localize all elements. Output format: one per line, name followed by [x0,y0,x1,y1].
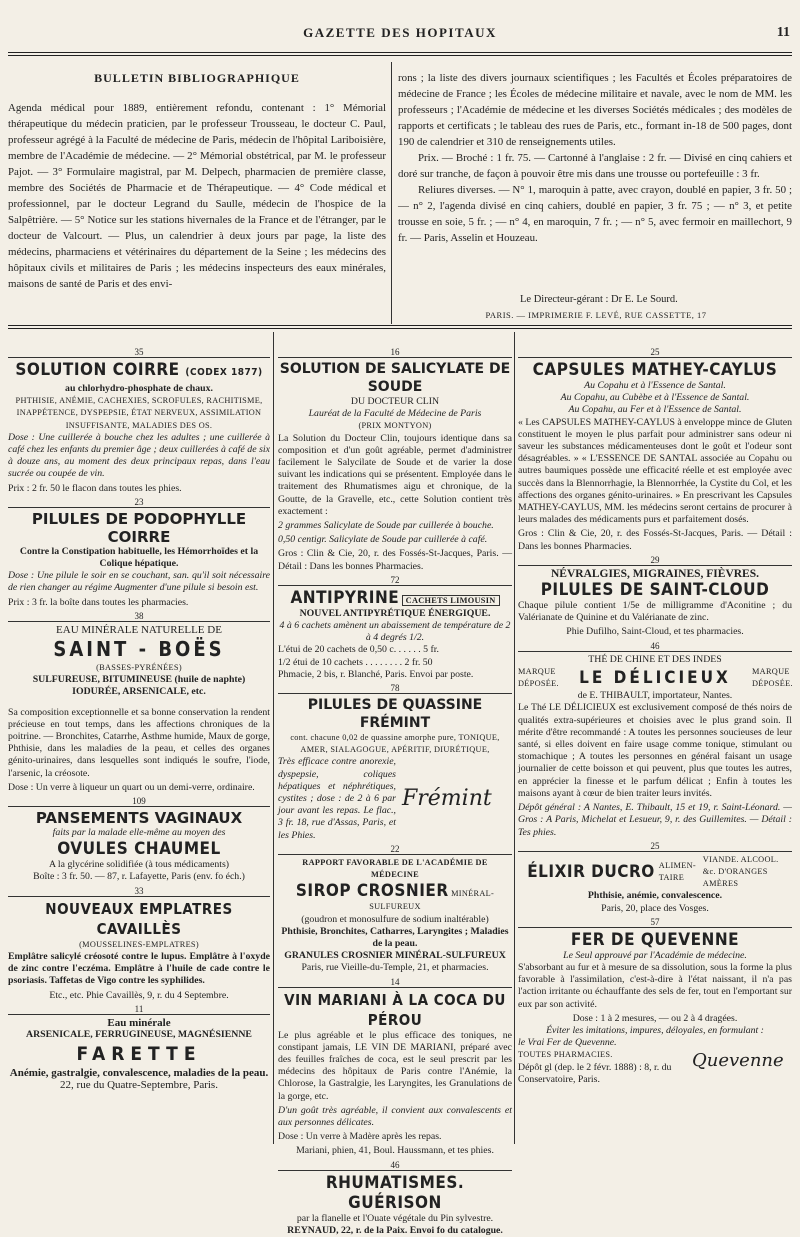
ad-title: PILULES DE PODOPHYLLE COIRRE [31,509,247,546]
ad-subtitle: Contre la Constipation habituelle, les Hémorrhoïdes et la Colique hépatique. [19,545,259,570]
ad-title: FARETTE [76,1043,202,1066]
ad-text: D'un goût très agréable, il convient aux convalescents et aux personnes délicates. [278,1104,512,1128]
bulletin-left [8,70,386,292]
ad-pretitle: EAU MINÉRALE NATURELLE DE [56,623,222,636]
ad-subtitle: (MOUSSELINES-EMPLATRES) [79,939,199,949]
ad-title: RHUMATISMES. GUÉRISON [325,1172,465,1213]
ad-number: 46 [278,1160,512,1171]
ad-title: LE DÉLICIEUX [579,668,731,689]
agenda-text-cont: rons ; la liste des divers journaux scientifiques ; les Facultés et Écoles préparatoires de médecine de France ; les Écoles de médecine militaire et navale, avec le nom de MM. les professeurs ; l'Académie de médecine et les diverses Sociétés médicales ; des modèles de rapports et certificats ; le tableau des rues de Paris, etc., formant in-18 de 500 pages, dont 190 de calendrier et 310 de renseignements utiles. [398,72,792,148]
ad-text: 4 à 6 cachets amènent un abaissement de température de 2 à 4 degrés 1/2. [279,620,511,644]
ad-text: La Solution du Docteur Clin, toujours identique dans sa composition et d'un goût agréable, permet d'administrer facilement le Salycilate de Soude et de varier la dose suivant les indications qui se présentent. Employée dans le traitement des Rhumatismes aigu et chronique, de la Goutte, de la Gravelle, etc., cette Solution contient très exactement : [278,432,512,517]
ad-subtitle: Au Copahu et à l'Essence de Santal. [584,380,726,391]
ad-indications: PHTHISIE, ANÉMIE, CACHEXIES, SCROFULES, RACHITISME, INAPPÉTENCE, DYSPEPSIE, ÉTAT NERVEUX, ASSIMILATION INSUFFISANTE, MALADIES DES OS. [15,396,263,430]
ad-number: 16 [278,347,512,358]
ad-title: NOUVEAUX EMPLATRES CAVAILLÈS [45,899,233,938]
ad-dose: Dose : 1 à 2 mesures, — ou 2 à 4 dragées. [572,1012,738,1024]
ad-address: Etc., etc. Phie Cavaillès, 9, r. du 4 Septembre. [49,989,229,1001]
page-header [0,25,800,47]
ad-indications: Phthisie, Bronchites, Catharres, Laryngites ; Maladies de la peau. [281,925,509,949]
ad-title: ANTIPYRINE [290,587,400,608]
ad-price: Prix : 2 fr. 50 le flacon dans toutes les phies. [8,482,182,494]
ad-dose: Dose : Un verre à liqueur un quart ou un demi-verre, ordinaire. [8,781,255,793]
ad-region: (BASSES-PYRÉNÉES) [96,663,182,673]
ad-text: Emplâtre salicylé créosoté contre le lupus. Emplâtre à l'oxyde de zinc contre l'eczéma. Emplâtre à l'huile de cade contre le psoriasis. Taffetas de Vigo contre les syphilides. [8,950,270,987]
ad-dose: Dose : Une pilule le soir en se couchant, san. qu'il soit nécessaire de rien changer au régime Augmenter d'une pilule si besoin est. [8,570,270,594]
ad-address: Boîte : 3 fr. 50. — 87, r. Lafayette, Paris (env. fo éch.) [33,871,245,883]
ad-body [278,756,512,841]
ad-title: VIN MARIANI À LA COCA DU PÉROU [284,990,506,1029]
ad-number: 25 [518,841,792,852]
agenda-price: Prix. — Broché : 1 fr. 75. — Cartonné à l'anglaise : 2 fr. — Divisé en cinq cahiers et doré sur tranche, de façon à pouvoir être mis dans une trousse ou portefeuille : 3 fr. [398,152,792,180]
imprint: PARIS. — IMPRIMERIE F. LEVÉ, RUE CASSETTE, 17 [485,310,707,320]
ad-text: Sa composition exceptionnelle et sa bonne conservation la rendent précieuse en tout temps, dans les affections chroniques de la poitrine. — Bronchites, Catarrhe, Asthme humide, Maux de gorge, Phthisie, dans les maladies de la peau, et celles des organes génito-urinaires, dans lesquelles sont indiqués le soufre, l'iode, l'arsenic, la créosote. [8,706,270,779]
ad-number: 109 [8,796,270,807]
ad-number: 22 [278,844,512,855]
ad-subtitle: DU DOCTEUR CLIN [350,396,440,407]
ad-subproduct: GRANULES CROSNIER MINÉRAL-SULFUREUX [284,950,506,962]
ad-address: Dépôt général : A Nantes, E. Thibault, 15 et 19, r. Saint-Léonard. — Gros : A Paris, Michelat et Lesueur, 9, r. des Guillemites. — Détail : Tes phies. [518,802,792,838]
ad-text: Très efficace contre anorexie, dyspepsie, coliques hépatiques et néphrétiques, cystites ; dose : de 2 à 6 par jour avant les repas. Le flac., 3 fr. 18, rue d'Assas, Paris, et les Phies. [278,756,396,841]
ad-tag: ALIMEN-TAIRE [658,860,696,882]
ad-column-3 [518,345,792,1086]
trademark-right: MARQUE DÉPOSÉE. [751,666,793,689]
ad-text: S'absorbant au fur et à mesure de sa dissolution, sous la forme la plus favorable à l'assimilation, c'est-à-dire à l'état naissant, il n'a pas l'action irritante ou échauffante des sels de fer, tout en l'emportant sur eux par son activité. [518,961,792,1010]
ad-address: REYNAUD, 22, r. de la Paix. Envoi fo du catalogue. [287,1224,503,1236]
ad-address: Paris, 20, place des Vosges. [601,902,709,914]
ad-pharmacies: TOUTES PHARMACIES. [518,1050,613,1060]
ad-subtitle: NOUVEL ANTIPYRÉTIQUE ÉNERGIQUE. [299,607,491,619]
ad-subtitle: faits par la malade elle-même au moyen des [52,827,226,839]
signature-logo: Frémint [402,786,492,812]
ad-subtitle: Au Copahu, au Fer et à l'Essence de Santal. [568,404,742,416]
ad-price: Prix : 3 fr. la boîte dans toutes les pharmacies. [8,596,189,608]
ad-number: 14 [278,977,512,988]
ad-number: 78 [278,683,512,694]
ad-warning: Éviter les imitations, impures, déloyales, en formulant : [546,1024,764,1036]
ad-dose: 2 grammes Salicylate de Soude par cuillerée à bouche. [278,520,494,532]
ad-number: 72 [278,575,512,586]
ad-subtitle: Au Copahu, au Cubèbe et à l'Essence de Santal. [560,392,750,404]
section-rule [8,325,792,329]
agenda-text: Agenda médical pour 1889, entièrement refondu, contenant : 1° Mémorial thérapeutique du médecin praticien, par le professeur Trousseau, le docteur C. Paul, professeur agrégé à la Faculté de médecine de Paris, médecin de l'hôpital Lariboisière, membre de l'Académie de médecine. — 2° Mémorial obstétrical, par M. le professeur Pajot. — 3° Formulaire magistral, par M. Delpech, pharmacien de première classe, membre des Sociétés de Pharmacie et de Thérapeutique. — 4° Code médical et professionnel, par le docteur Legrand du Saulle, médecin de l'hospice de la Salpêtrière. — 5° Notice sur les stations hivernales de la France et de l'étranger, par le docteur de Valcourt. — Plus, un calendrier à deux jours par page, la liste des médecins, pharmaciens et vétérinaires du département de la Seine ; les médecins des hôpitaux civils et militaires de Paris ; les médecins inspecteurs des eaux minérales, maisons de santé de Paris et des envi- [8,102,386,290]
ad-dose: Dose : Un verre à Madère après les repas. [278,1131,442,1143]
ad-text: Anémie, gastralgie, convalescence, maladies de la peau. [9,1067,269,1080]
ad-laureat: Lauréat de la Faculté de Médecine de Paris [308,408,482,420]
ad-title-row [518,854,792,891]
ad-tag: MINÉRAL-SULFUREUX [369,889,495,912]
ad-number: 46 [518,641,792,652]
ad-title: PILULES DE SAINT-CLOUD [540,580,770,601]
ad-title-row [518,666,792,690]
ad-header: RAPPORT FAVORABLE DE L'ACADÉMIE DE MÉDECINE [302,857,488,880]
ad-divider-1 [273,332,274,1144]
ad-body [518,1037,792,1086]
ad-pretitle: Eau minérale [107,1016,171,1029]
ad-number: 57 [518,917,792,928]
column-divider [391,62,392,324]
ad-tag: CACHETS LIMOUSIN [402,595,500,606]
ad-address: Gros : Clin & Cie, 20, r. des Fossés-St-Jacques, Paris. — Détail : Dans les bonnes Pharmacies. [518,528,792,552]
ad-address: Phie Dufilho, Saint-Cloud, et tes pharmacies. [566,626,744,638]
ad-subtitle: Le Seul approuvé par l'Académie de médecine. [563,949,747,961]
ad-header: NÉVRALGIES, MIGRAINES, FIÈVRES. [551,567,759,580]
ad-title: ÉLIXIR DUCRO [527,862,655,882]
ad-text: (goudron et monosulfure de sodium inaltérable) [301,913,489,925]
ad-text: Chaque pilule contient 1/5e de milligramme d'Aconitine ; du Valérianate de Quinine et du Valérianate de zinc. [518,600,792,624]
ad-number: 38 [8,611,270,622]
ad-address: Paris, rue Vieille-du-Temple, 21, et pharmacies. [301,962,489,974]
ad-subtitle: au chlorhydro-phosphate de chaux. [65,383,213,394]
ad-dose: 0,50 centigr. Salicylate de Soude par cuillerée à café. [278,534,488,546]
ad-price: L'étui de 20 cachets de 0,50 c. . . . . . 5 fr. [278,644,439,656]
ad-subtitle: ARSENICALE, FERRUGINEUSE, MAGNÉSIENNE [26,1028,252,1040]
ad-product: OVULES CHAUMEL [57,839,221,860]
bulletin-title: BULLETIN BIBLIOGRAPHIQUE [94,71,300,85]
ad-title: PANSEMENTS VAGINAUX [35,809,243,828]
ad-address: Mariani, phien, 41, Boul. Haussmann, et tes phies. [296,1145,494,1157]
ad-address: Dépôt gl (dep. le 2 févr. 1888) : 8, r. du Conservatoire, Paris. [518,1061,672,1085]
ad-number: 29 [518,555,792,566]
ad-text: cont. chacune 0,02 de quassine amorphe pure, TONIQUE, AMER, SIALAGOGUE, APÉRITIF, DIURÉTIQUE, [290,733,500,755]
ad-formula-block [518,1037,686,1086]
page-number: 11 [776,25,790,40]
ad-number: 35 [8,347,270,358]
ad-text: Le plus agréable et le plus efficace des toniques, ne constipant jamais, LE VIN DE MARIANI, préparé avec des feuilles fraîches de coca, est le seul prescrit par les médecins des hôpitaux de Paris contre l'Anémie, la Chlorose, la Gastralgie, les Laryngites, les Granulations de la gorge, etc. [278,1029,512,1102]
ad-address: Gros : Clin & Cie, 20, r. des Fossés-St-Jacques, Paris. — Détail : Dans les bonnes Pharmacies. [278,548,512,572]
ad-title: SAINT - BOËS [53,637,225,662]
ad-formula: le Vrai Fer de Quevenne. [518,1037,617,1049]
ad-address: Phmacie, 2 bis, r. Blanché, Paris. Envoi par poste. [278,668,474,680]
trademark-left: MARQUE DÉPOSÉE. [518,666,559,689]
ad-number: 23 [8,497,270,508]
ad-title: SIROP CROSNIER [295,881,449,902]
ad-number: 25 [518,347,792,358]
ad-title: SOLUTION COIRRE (CODEX 1877) [15,360,263,380]
ad-address: 22, rue du Quatre-Septembre, Paris. [60,1079,218,1092]
ad-prize: (PRIX MONTYON) [358,421,432,431]
ad-column-2 [278,345,512,1237]
ad-dose: Dose : Une cuillerée à bouche chez les adultes ; une cuillerée à café chez les enfants du premier âge ; deux cuillerées à café de six à douze ans, au moment des deux principaux repas, dans l'eau sucrée ou coupée de vin. [8,431,270,480]
agenda-bindings: Reliures diverses. — N° 1, maroquin à patte, avec crayon, doublé en papier, 3 fr. 50 ; — n° 2, l'agenda divisé en cinq cahiers, doublé en papier, 3 fr. 75 ; — n° 3, et petite trousse en soie, 5 fr. ; — n° 4, en maroquin, 7 fr. ; — n° 5, avec fermoir en maillechort, 9 fr. — Paris, Asselin et Houzeau. [398,184,792,244]
ad-title: CAPSULES MATHEY-CAYLUS [532,360,778,380]
ad-text: par la flanelle et l'Ouate végétale du Pin sylvestre. [296,1212,494,1224]
header-rule [8,52,792,56]
ad-number: 33 [8,886,270,897]
ad-text: Le Thé LE DÉLICIEUX est exclusivement composé de thés noirs de qualités extra-supérieures et choisies avec le plus grand soin. Il mérite d'être recommandé : A toutes les personnes soucieuses de leur santé, si elles doivent en faire usage comme tonique, stimulant ou stomachique ; A toutes les personnes en général faisant un usage journalier de cette boisson et qui peuvent, plus que toutes les autres, en apprécier la finesse et le parfum délicat ; Enfin à toutes les maisons ayant à cœur de bien traiter leurs invités. [518,702,792,799]
ad-text: A la glycérine solidifiée (à tous médicaments) [48,859,230,871]
director-signature: Le Directeur-gérant : Dr E. Le Sourd. [520,294,678,305]
ad-title: FER DE QUEVENNE [570,929,740,950]
ad-column-1 [8,345,270,1092]
ad-tag: VIANDE. ALCOOL. &c. D'ORANGES AMÈRES [702,854,779,889]
ad-header: THÉ DE CHINE ET DES INDES [588,653,722,665]
ad-title: SOLUTION DE SALICYLATE DE SOUDE [279,361,511,395]
ad-price: 1/2 étui de 10 cachets . . . . . . . . 2 fr. 50 [278,656,433,668]
signature-logo: Quevenne [692,1050,784,1072]
ad-subtitle: Phthisie, anémie, convalescence. [587,890,723,902]
ad-number: 11 [8,1004,270,1015]
ad-importer: de E. THIBAULT, importateur, Nantes. [577,690,733,702]
ad-title-row [278,881,512,913]
ad-title: PILULES DE QUASSINE FRÉMINT [307,697,483,732]
ad-text: « Les CAPSULES MATHEY-CAYLUS à enveloppe mince de Gluten constituent le moyen le plus parfait pour administrer sans odeur ni saveur les substances médicamenteuses dont le goût et l'odeur sont désagréables. » « L'ESSENCE DE SANTAL associée au Copahu ou autres baumiques possède une efficacité réelle et est employée avec succès dans la Blennorrhagie, la Blennorrhée, la Cystite du Col, et les affections des organes génito-urinaires. » En prescrivant les Capsules MATHEY-CAYLUS, MM. les médecins seront certains de procurer à leurs malades des médicaments purs et parfaitement dosés. [518,416,792,526]
journal-title: GAZETTE DES HOPITAUX [303,25,497,40]
bulletin-right [398,70,792,246]
ad-title-row [278,588,512,608]
ad-subtitle: SULFUREUSE, BITUMINEUSE (huile de naphte) IODURÉE, ARSENICALE, etc. [32,674,246,698]
ad-divider-2 [514,332,515,1144]
